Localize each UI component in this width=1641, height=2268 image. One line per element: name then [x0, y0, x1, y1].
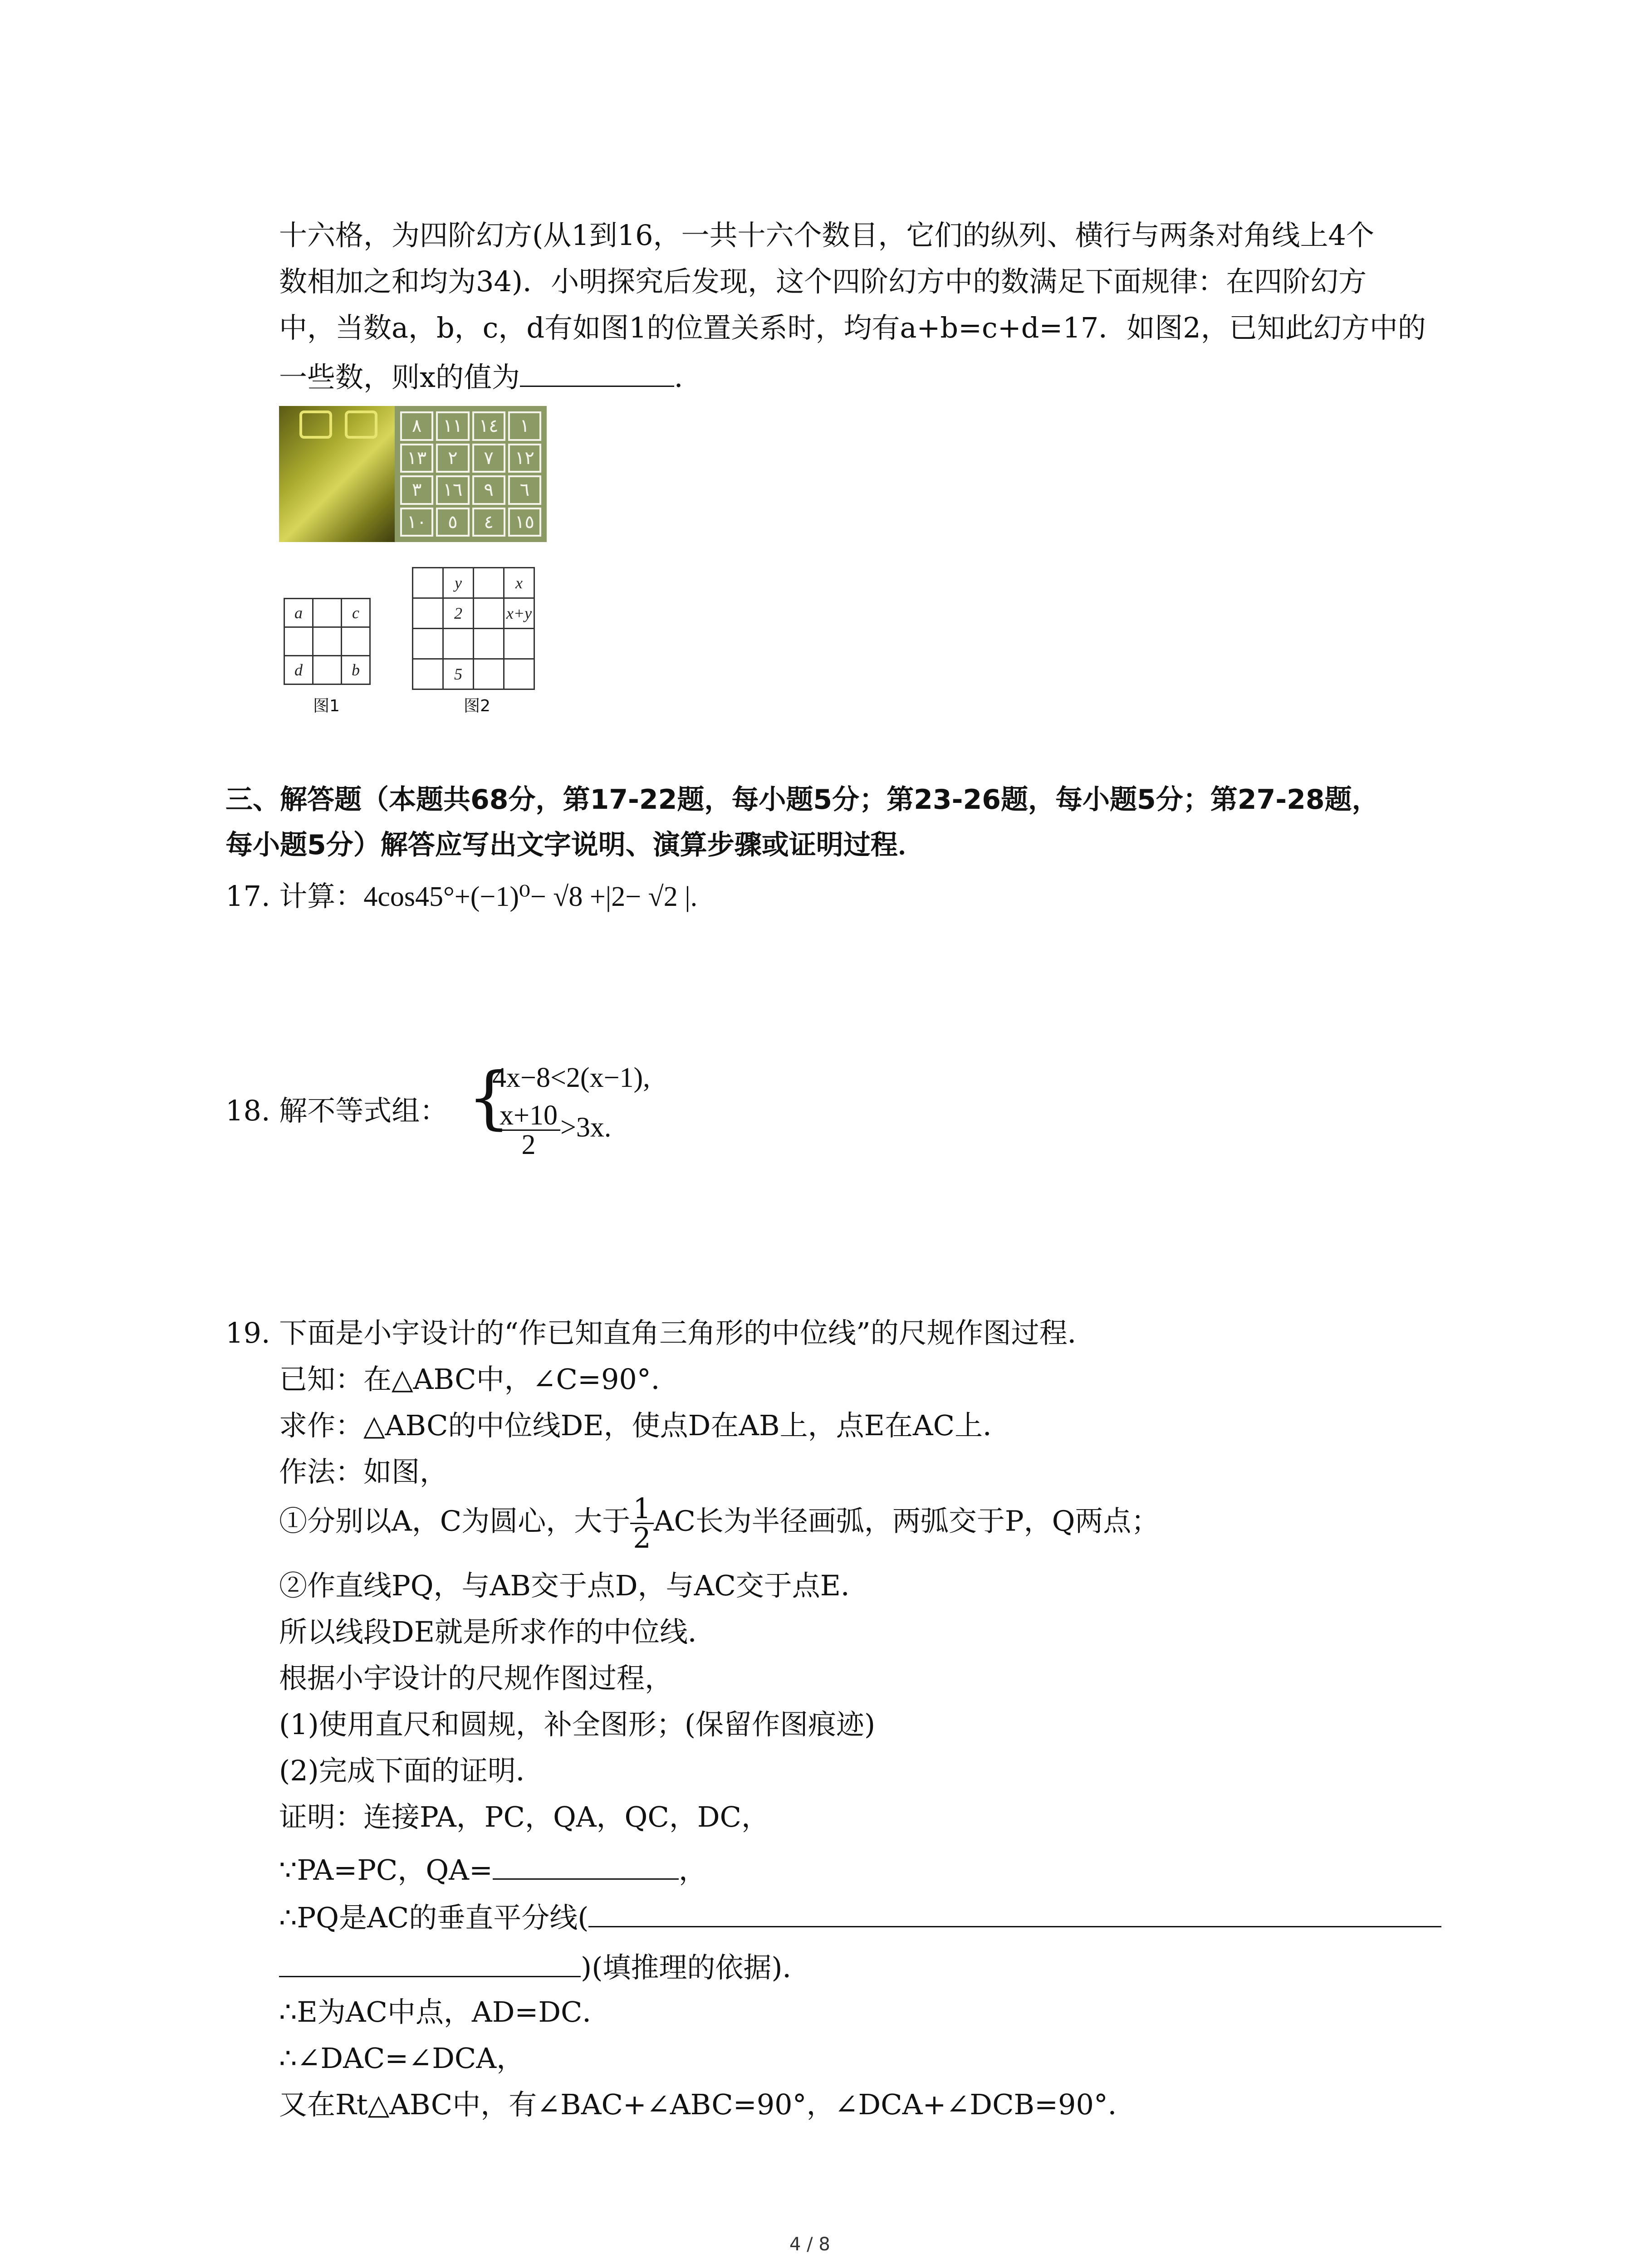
answer-blank-reason-2[interactable] — [279, 1950, 581, 1977]
plate-handle-right — [345, 411, 377, 439]
photo-cell: ١٣ — [400, 444, 433, 473]
q18-label: 18. 解不等式组： — [225, 1094, 448, 1127]
q19-line12-post: ， — [678, 1853, 707, 1887]
q19-line11: 证明：连接PA，PC，QA，QC，DC， — [279, 1800, 769, 1833]
photo-cell: ١٠ — [400, 508, 433, 537]
grid-cell — [342, 627, 370, 656]
photo-cell: ٢ — [436, 444, 469, 473]
section3-heading-line2: 每小题5分）解答应写出文字说明、演算步骤或证明过程． — [225, 829, 925, 861]
answer-blank-x[interactable] — [520, 360, 674, 387]
grid-cell — [504, 629, 534, 659]
grid-cell: a — [284, 599, 313, 627]
q19-line4: 作法：如图， — [279, 1455, 448, 1488]
photo-cell: ١٤ — [472, 411, 505, 441]
q19-line3: 求作：△ABC的中位线DE，使点D在AB上，点E在AC上． — [279, 1409, 1011, 1442]
q19-line13 — [279, 1901, 1441, 1932]
page-number: 4 / 8 — [789, 2234, 830, 2255]
figure-2-caption: 图2 — [464, 697, 490, 715]
brace: { — [467, 1058, 511, 1137]
answer-blank-reason-1[interactable] — [588, 1901, 1441, 1927]
q16-line1: 十六格，为四阶幻方(从1到16，一共十六个数目，它们的纵列、横行与两条对角线上4个 — [279, 219, 1374, 252]
grid-cell: x — [504, 568, 534, 598]
q19-line13-pre: ∴PQ是AC的垂直平分线( — [279, 1901, 589, 1934]
photo-cell: ١٢ — [508, 444, 541, 473]
grid-cell — [474, 598, 504, 629]
q16-line4 — [279, 360, 702, 394]
q19-line14-post: )(填推理的依据)． — [581, 1951, 811, 1984]
plate-handle-left — [299, 411, 332, 439]
q19-line10: (2)完成下面的证明． — [279, 1754, 544, 1787]
q19-line8: 根据小宇设计的尺规作图过程， — [279, 1662, 673, 1695]
photo-cell: ١٥ — [508, 508, 541, 537]
iron-plate-photo — [279, 406, 395, 542]
photo-cell: ٩ — [472, 475, 505, 505]
photo-cell: ٦ — [508, 475, 541, 505]
q19-line14 — [279, 1950, 811, 1982]
magic-square-photo — [395, 406, 547, 542]
grid-cell: c — [342, 599, 370, 627]
photo-cell: ١ — [508, 411, 541, 441]
grid-cell — [474, 659, 504, 689]
q19-line2: 已知：在△ABC中，∠C=90°． — [279, 1363, 679, 1396]
q16-line4-end: ． — [674, 361, 702, 394]
grid-cell — [413, 659, 443, 689]
q19-frac-num: 1 — [630, 1495, 653, 1524]
q19-line15: ∴E为AC中点，AD=DC． — [279, 1995, 611, 2028]
q19-line6: ②作直线PQ，与AB交于点D，与AC交于点E． — [279, 1569, 869, 1602]
q18-inequality-1: 4x−8<2(x−1), — [492, 1062, 650, 1093]
section3-heading-line1: 三、解答题（本题共68分，第17-22题，每小题5分；第23-26题，每小题5分；第27-28题， — [225, 784, 1379, 816]
q17-label: 17. 计算： — [225, 880, 364, 913]
grid-cell — [284, 627, 313, 656]
q18-frac-den: 2 — [521, 1129, 536, 1160]
q18-inequality-2 — [497, 1101, 611, 1159]
grid-cell: 5 — [443, 659, 474, 689]
grid-cell — [413, 598, 443, 629]
q16-line2: 数相加之和均为34)．小明探究后发现，这个四阶幻方中的数满足下面规律：在四阶幻方 — [279, 265, 1367, 298]
q19-line1: 19. 下面是小宇设计的“作已知直角三角形的中位线”的尺规作图过程． — [225, 1316, 1096, 1349]
q19-frac-den: 2 — [633, 1521, 651, 1554]
photo-cell: ١٦ — [436, 475, 469, 505]
q19-line5 — [279, 1492, 1160, 1554]
figure-2-grid — [412, 567, 535, 690]
grid-cell: y — [443, 568, 474, 598]
grid-cell — [313, 656, 342, 684]
q19-line5-pre: ①分别以A，C为圆心，大于 — [279, 1504, 631, 1538]
photo-cell: ٤ — [472, 508, 505, 537]
q17-expression: 4cos45°+(−1)⁰− √8 +|2− √2 |. — [363, 881, 698, 912]
grid-cell: x+y — [504, 598, 534, 629]
grid-cell: 2 — [443, 598, 474, 629]
q19-line12-pre: ∵PA=PC，QA= — [279, 1853, 493, 1887]
q18-ineq2-rest: >3x. — [560, 1112, 612, 1143]
grid-cell — [313, 627, 342, 656]
q17 — [225, 882, 697, 911]
q19-line5-post: AC长为半径画弧，两弧交于P，Q两点； — [653, 1504, 1160, 1538]
grid-cell — [413, 629, 443, 659]
grid-cell: d — [284, 656, 313, 684]
q16-line3: 中，当数a，b，c，d有如图1的位置关系时，均有a+b=c+d=17．如图2，已知此幻方中的 — [279, 311, 1426, 344]
grid-cell — [313, 599, 342, 627]
grid-cell — [474, 629, 504, 659]
photo-cell: ٣ — [400, 475, 433, 505]
grid-cell — [504, 659, 534, 689]
q19-line17: 又在Rt△ABC中，有∠BAC+∠ABC=90°，∠DCA+∠DCB=90°． — [279, 2088, 1136, 2121]
photo-cell: ٨ — [400, 411, 433, 441]
grid-cell: b — [342, 656, 370, 684]
figure-1-caption: 图1 — [313, 697, 340, 715]
answer-blank-qa[interactable] — [493, 1853, 679, 1880]
photo-cell: ٥ — [436, 508, 469, 537]
figure-1-grid — [284, 598, 371, 685]
q18-frac-num: x+10 — [497, 1101, 560, 1131]
grid-cell — [413, 568, 443, 598]
photo-cell: ٧ — [472, 444, 505, 473]
q19-line16: ∴∠DAC=∠DCA， — [279, 2042, 525, 2075]
q16-line4-text: 一些数，则x的值为 — [279, 361, 520, 394]
q19-line12 — [279, 1853, 707, 1887]
q19-line9: (1)使用直尺和圆规，补全图形；(保留作图痕迹) — [279, 1708, 876, 1741]
photo-grid — [400, 411, 541, 537]
grid-cell — [474, 568, 504, 598]
photo-cell: ١١ — [436, 411, 469, 441]
q19-line7: 所以线段DE就是所求作的中位线． — [279, 1615, 716, 1648]
grid-cell — [443, 629, 474, 659]
